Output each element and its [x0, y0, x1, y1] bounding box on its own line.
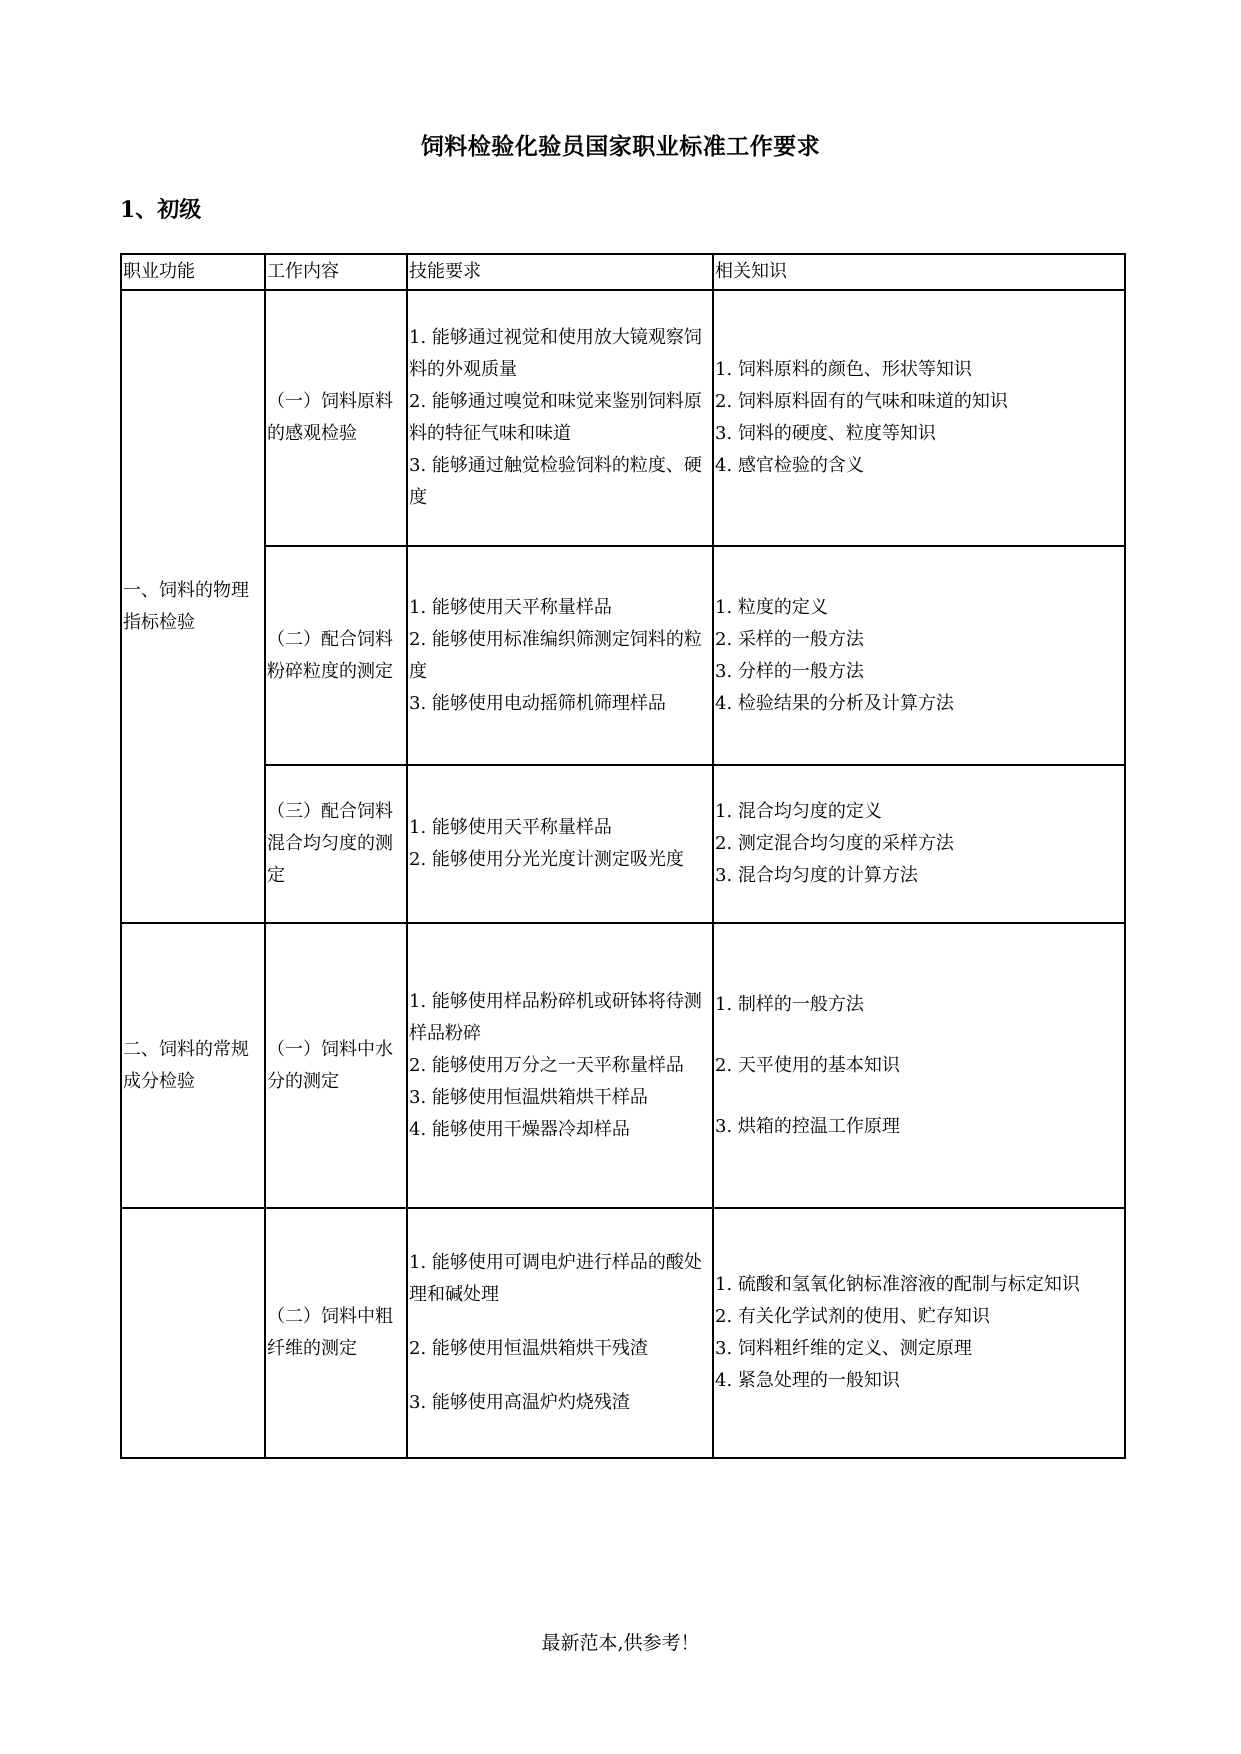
content-cell: （二）饲料中粗纤维的测定 — [265, 1208, 407, 1458]
skill-item: 3. 能够使用高温炉灼烧残渣 — [409, 1392, 630, 1413]
table-row — [121, 765, 1125, 923]
header-content: 工作内容 — [265, 254, 407, 290]
skill-item: 1. 能够使用天平称量样品 — [409, 817, 612, 838]
skill-item: 3. 能够通过触觉检验饲料的粒度、硬度 — [409, 455, 702, 508]
knowledge-item: 2. 天平使用的基本知识 — [715, 1054, 900, 1076]
requirements-table — [120, 253, 1126, 1459]
skill-item: 2. 能够使用万分之一天平称量样品 — [409, 1054, 684, 1076]
knowledge-item: 1. 粒度的定义 — [715, 596, 828, 618]
knowledge-cell — [713, 923, 1125, 1208]
function-cell — [121, 1208, 265, 1458]
section-heading: 1、初级 — [120, 197, 202, 223]
knowledge-item: 3. 饲料的硬度、粒度等知识 — [715, 423, 936, 444]
skills-cell — [407, 546, 713, 765]
header-skills: 技能要求 — [407, 254, 713, 290]
knowledge-item: 1. 饲料原料的颜色、形状等知识 — [715, 359, 972, 380]
skills-cell — [407, 765, 713, 923]
knowledge-item: 2. 测定混合均匀度的采样方法 — [715, 833, 954, 854]
knowledge-item: 3. 混合均匀度的计算方法 — [715, 865, 918, 886]
skill-item: 1. 能够使用可调电炉进行样品的酸处理和碱处理 — [409, 1252, 702, 1305]
knowledge-item: 3. 烘箱的控温工作原理 — [715, 1115, 900, 1137]
skill-item: 2. 能够使用标准编织筛测定饲料的粒度 — [409, 628, 702, 682]
knowledge-cell — [713, 1208, 1125, 1458]
page-footer: 最新范本,供参考！ — [541, 1632, 700, 1654]
function-cell: 一、饲料的物理指标检验 — [121, 290, 265, 923]
content-cell: （一）饲料原料的感观检验 — [265, 290, 407, 546]
skill-item: 4. 能够使用干燥器冷却样品 — [409, 1118, 630, 1140]
knowledge-item: 2. 采样的一般方法 — [715, 628, 864, 650]
skill-item: 3. 能够使用恒温烘箱烘干样品 — [409, 1086, 648, 1108]
table-row — [121, 546, 1125, 765]
skills-cell — [407, 290, 713, 546]
skill-item: 2. 能够使用分光光度计测定吸光度 — [409, 849, 684, 870]
knowledge-item: 4. 检验结果的分析及计算方法 — [715, 692, 954, 714]
skill-item: 2. 能够使用恒温烘箱烘干残渣 — [409, 1338, 648, 1359]
skills-cell — [407, 923, 713, 1208]
skill-item: 2. 能够通过嗅觉和味觉来鉴别饲料原料的特征气味和味道 — [409, 391, 702, 444]
table-row — [121, 923, 1125, 1208]
header-function: 职业功能 — [121, 254, 265, 290]
skill-item: 1. 能够通过视觉和使用放大镜观察饲料的外观质量 — [409, 327, 702, 380]
skill-item: 3. 能够使用电动摇筛机筛理样品 — [409, 692, 666, 714]
content-cell: （一）饲料中水分的测定 — [265, 923, 407, 1208]
knowledge-cell — [713, 546, 1125, 765]
table-header-row — [121, 254, 1125, 290]
skill-item: 1. 能够使用天平称量样品 — [409, 596, 612, 618]
function-cell: 二、饲料的常规成分检验 — [121, 923, 265, 1208]
content-cell: （二）配合饲料粉碎粒度的测定 — [265, 546, 407, 765]
knowledge-item: 2. 有关化学试剂的使用、贮存知识 — [715, 1306, 990, 1327]
knowledge-item: 4. 紧急处理的一般知识 — [715, 1370, 900, 1391]
knowledge-item: 3. 饲料粗纤维的定义、测定原理 — [715, 1338, 972, 1359]
knowledge-cell — [713, 765, 1125, 923]
skill-item: 1. 能够使用样品粉碎机或研钵将待测样品粉碎 — [409, 990, 702, 1044]
skills-cell — [407, 1208, 713, 1458]
header-knowledge: 相关知识 — [713, 254, 1125, 290]
knowledge-cell — [713, 290, 1125, 546]
knowledge-item: 3. 分样的一般方法 — [715, 660, 864, 682]
knowledge-item: 2. 饲料原料固有的气味和味道的知识 — [715, 391, 1008, 412]
table-row — [121, 1208, 1125, 1458]
knowledge-item: 1. 混合均匀度的定义 — [715, 801, 882, 822]
content-cell: （三）配合饲料混合均匀度的测定 — [265, 765, 407, 923]
table-row — [121, 290, 1125, 546]
document-title: 饲料检验化验员国家职业标准工作要求 — [420, 133, 821, 160]
knowledge-item: 1. 硫酸和氢氧化钠标准溶液的配制与标定知识 — [715, 1274, 1080, 1295]
knowledge-item: 1. 制样的一般方法 — [715, 993, 864, 1015]
knowledge-item: 4. 感官检验的含义 — [715, 455, 864, 476]
